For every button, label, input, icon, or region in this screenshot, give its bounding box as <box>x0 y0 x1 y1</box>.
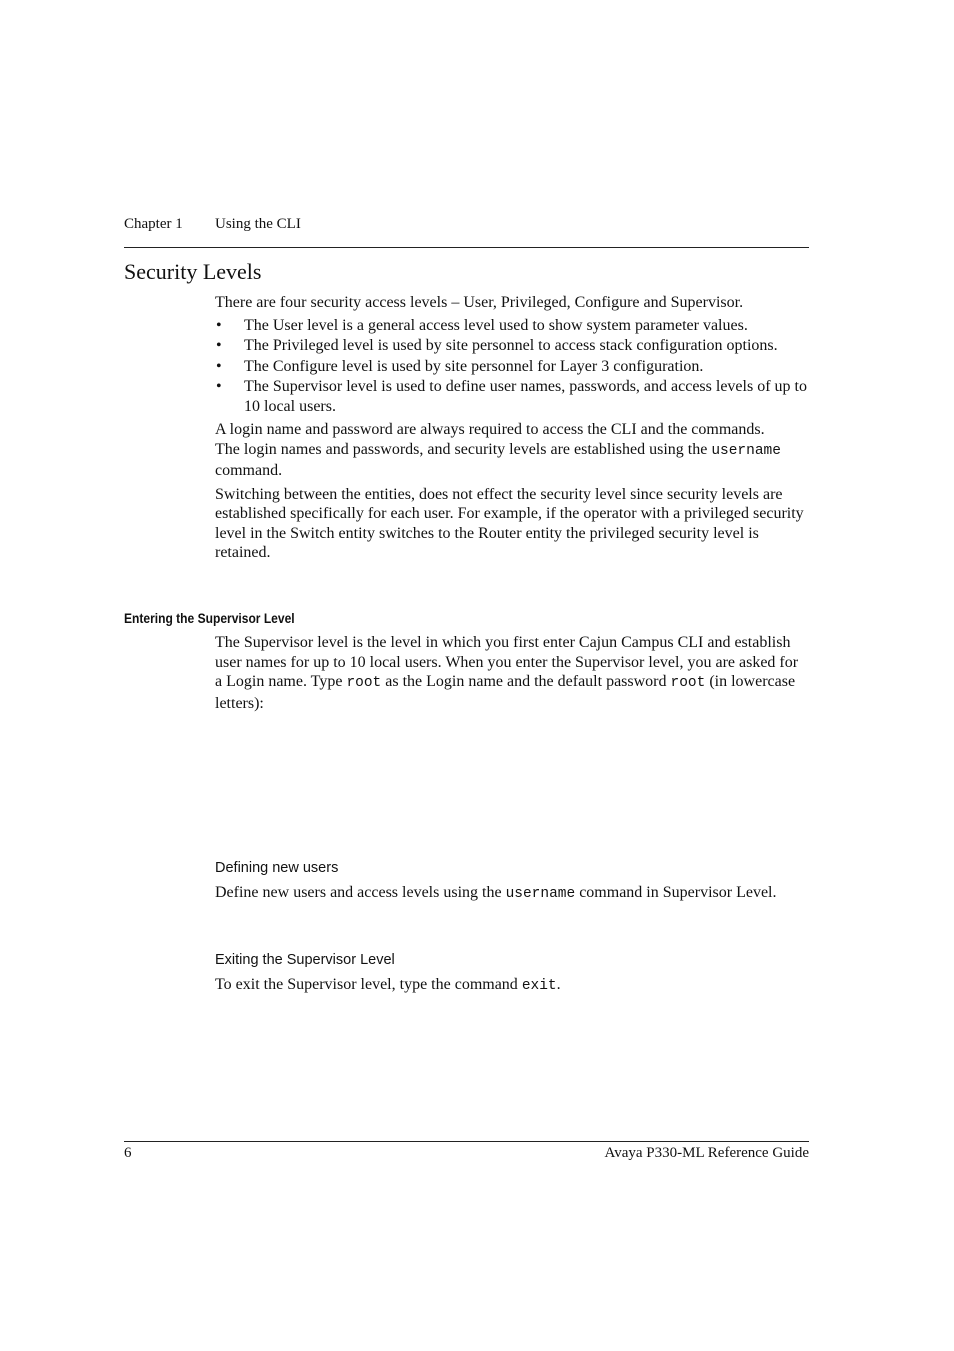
switching-paragraph: Switching between the entities, does not effect the security level since security levels are established specifically for each user. For example, if the operator with a privileged security level in the Switch entity switches to the Router entity the privileged security level is retained. <box>215 485 804 561</box>
header-chapter: Chapter 1 <box>124 216 183 232</box>
supervisor-body <box>215 633 815 713</box>
section-title: Security Levels <box>124 259 262 284</box>
footer-guide-title: Avaya P330-ML Reference Guide <box>604 1145 809 1161</box>
footer-rule <box>124 1141 809 1142</box>
bullet-icon: • <box>216 337 222 354</box>
bullet-icon: • <box>216 378 222 395</box>
username-command: username <box>505 886 576 902</box>
root-login-code: root <box>346 675 382 691</box>
header-chapter-title: Using the CLI <box>215 216 301 232</box>
list-item: • The User level is a general access level used to show system parameter values. <box>216 316 748 334</box>
list-item: • The Supervisor level is used to define user names, passwords, and access levels of up to 10 local users. <box>216 378 807 415</box>
bullet-icon: • <box>216 316 222 334</box>
page-number: 6 <box>124 1145 132 1161</box>
section-body <box>215 293 815 563</box>
list-item: • The Configure level is used by site personnel for Layer 3 configuration. <box>216 357 704 375</box>
header-rule <box>124 247 809 248</box>
exiting-body <box>215 975 815 997</box>
username-command: username <box>711 442 781 459</box>
defining-users-title: Defining new users <box>215 860 339 876</box>
intro-paragraph: There are four security access levels – User, Privileged, Configure and Supervisor. <box>215 294 744 311</box>
security-levels-list <box>215 316 815 417</box>
exit-command: exit <box>521 978 557 994</box>
defining-paragraph: Define new users and access levels using the username command in Supervisor Level. <box>215 884 777 902</box>
list-item: • The Privileged level is used by site personnel to access stack configuration options. <box>216 337 778 354</box>
exiting-title: Exiting the Supervisor Level <box>215 952 395 968</box>
defining-body <box>215 883 815 905</box>
exiting-paragraph: To exit the Supervisor level, type the command exit. <box>215 976 561 994</box>
subsection-title: Entering the Supervisor Level <box>124 610 295 626</box>
login-paragraph: A login name and password are always required to access the CLI and the commands. The login names and passwords, and security levels are established using the username command. <box>215 421 781 479</box>
root-password-code: root <box>670 675 706 691</box>
supervisor-paragraph: The Supervisor level is the level in which you first enter Cajun Campus CLI and establish user names for up to 10 local users. When you enter the Supervisor level, you are asked for a Login name. Type root as the Login name and the default password root (in lowercase letters): <box>215 634 799 712</box>
bullet-icon: • <box>216 357 222 375</box>
